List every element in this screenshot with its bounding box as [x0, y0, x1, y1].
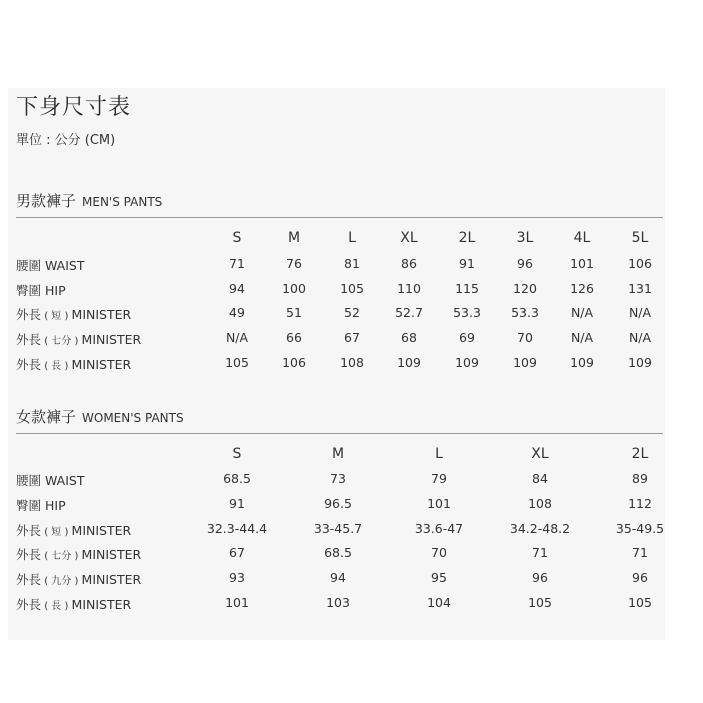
- men-size-header: 2L: [458, 230, 476, 246]
- row-label-zh: 臀圍: [16, 283, 42, 298]
- women-table-cell: 32.3-44.4: [206, 521, 268, 536]
- men-table-cell: 131: [628, 281, 652, 296]
- women-table-cell: 89: [632, 471, 648, 486]
- men-table-cell: 52: [344, 305, 360, 320]
- women-divider: [16, 433, 663, 434]
- women-table-cell: 70: [431, 545, 447, 560]
- men-table-cell: N/A: [628, 305, 652, 320]
- men-size-header: 3L: [516, 230, 534, 246]
- women-table-cell: 96: [532, 570, 548, 585]
- row-label-en: MINISTER: [71, 523, 132, 538]
- men-size-header: XL: [400, 230, 418, 246]
- row-label-zh: 外長: [16, 332, 42, 347]
- men-table-cell: 106: [282, 355, 306, 370]
- row-label-zh: 外長: [16, 357, 42, 372]
- women-table-cell: 68.5: [324, 545, 352, 560]
- row-label-qualifier: ( 短 ): [41, 311, 72, 322]
- men-row-label: [16, 355, 131, 373]
- men-table-cell: 94: [229, 281, 245, 296]
- men-table-cell: 53.3: [453, 305, 481, 320]
- row-label-en: WAIST: [45, 258, 85, 273]
- women-table-cell: 71: [632, 545, 648, 560]
- row-label-qualifier: ( 長 ): [41, 601, 72, 612]
- women-size-header: XL: [531, 446, 549, 462]
- women-table-cell: 71: [532, 545, 548, 560]
- row-label-qualifier: ( 九分 ): [41, 576, 82, 587]
- row-label-zh: 外長: [16, 597, 42, 612]
- men-table-cell: 53.3: [511, 305, 539, 320]
- women-table-cell: 79: [431, 471, 447, 486]
- men-table-cell: 115: [455, 281, 479, 296]
- row-label-en: MINISTER: [81, 332, 142, 347]
- men-table-cell: 49: [229, 305, 245, 320]
- women-table-cell: 101: [225, 595, 249, 610]
- men-row-label: [16, 305, 131, 323]
- women-row-label: [16, 521, 131, 539]
- women-table-cell: 67: [229, 545, 245, 560]
- men-table-cell: 109: [570, 355, 594, 370]
- women-row-label: [16, 496, 66, 514]
- women-table-cell: 112: [628, 496, 652, 511]
- women-table-cell: 73: [330, 471, 346, 486]
- unit-note: 單位 : 公分 (CM): [16, 133, 116, 148]
- women-table-cell: 34.2-48.2: [509, 521, 571, 536]
- row-label-qualifier: ( 長 ): [41, 361, 72, 372]
- women-table-cell: 95: [431, 570, 447, 585]
- men-table-cell: 91: [459, 256, 475, 271]
- row-label-zh: 臀圍: [16, 498, 42, 513]
- men-table-cell: N/A: [225, 330, 249, 345]
- men-row-label: [16, 256, 84, 274]
- women-row-label: [16, 570, 141, 588]
- row-label-zh: 腰圍: [16, 258, 42, 273]
- men-table-cell: 101: [570, 256, 594, 271]
- women-table-cell: 101: [427, 496, 451, 511]
- men-table-cell: 109: [628, 355, 652, 370]
- men-size-header: S: [232, 230, 242, 246]
- women-size-header: L: [435, 446, 443, 462]
- men-table-cell: 66: [286, 330, 302, 345]
- men-divider: [16, 217, 663, 218]
- row-label-zh: 腰圍: [16, 473, 42, 488]
- row-label-qualifier: ( 短 ): [41, 527, 72, 538]
- men-table-cell: 120: [513, 281, 537, 296]
- men-table-cell: 110: [397, 281, 421, 296]
- men-size-header: 5L: [631, 230, 649, 246]
- women-row-label: [16, 595, 131, 613]
- men-table-cell: 96: [517, 256, 533, 271]
- row-label-zh: 外長: [16, 523, 42, 538]
- men-table-cell: 100: [282, 281, 306, 296]
- men-title-zh: 男款褲子: [16, 192, 77, 210]
- women-table-cell: 91: [229, 496, 245, 511]
- men-row-label: [16, 281, 66, 299]
- row-label-qualifier: ( 七分 ): [41, 551, 82, 562]
- women-size-header: M: [331, 446, 345, 462]
- row-label-en: MINISTER: [81, 547, 142, 562]
- women-title-en: WOMEN'S PANTS: [82, 411, 184, 425]
- row-label-zh: 外長: [16, 572, 42, 587]
- women-table-cell: 33-45.7: [313, 521, 363, 536]
- women-table-cell: 94: [330, 570, 346, 585]
- row-label-en: WAIST: [45, 473, 85, 488]
- men-table-cell: 109: [455, 355, 479, 370]
- women-row-label: [16, 545, 141, 563]
- men-table-cell: 105: [340, 281, 364, 296]
- men-table-cell: 70: [517, 330, 533, 345]
- men-table-cell: 52.7: [395, 305, 423, 320]
- women-table-cell: 105: [628, 595, 652, 610]
- row-label-qualifier: ( 七分 ): [41, 336, 82, 347]
- women-table-cell: 35-49.5: [615, 521, 665, 536]
- men-table-cell: N/A: [570, 330, 594, 345]
- women-table-cell: 104: [427, 595, 451, 610]
- men-table-cell: 86: [401, 256, 417, 271]
- men-section-title: [16, 190, 162, 211]
- row-label-en: MINISTER: [71, 357, 132, 372]
- men-table-cell: 108: [340, 355, 364, 370]
- men-size-header: L: [348, 230, 356, 246]
- men-table-cell: 109: [397, 355, 421, 370]
- women-table-cell: 93: [229, 570, 245, 585]
- men-table-cell: 126: [570, 281, 594, 296]
- page-title: 下身尺寸表: [16, 95, 132, 120]
- women-row-label: [16, 471, 84, 489]
- women-table-cell: 33.6-47: [414, 521, 464, 536]
- men-table-cell: 105: [225, 355, 249, 370]
- men-table-cell: 106: [628, 256, 652, 271]
- men-row-label: [16, 330, 141, 348]
- men-table-cell: N/A: [628, 330, 652, 345]
- row-label-en: MINISTER: [81, 572, 142, 587]
- women-table-cell: 96: [632, 570, 648, 585]
- row-label-en: MINISTER: [71, 597, 132, 612]
- women-table-cell: 103: [326, 595, 350, 610]
- men-title-en: MEN'S PANTS: [82, 195, 163, 209]
- men-table-cell: 67: [344, 330, 360, 345]
- women-table-cell: 68.5: [223, 471, 251, 486]
- women-section-title: [16, 406, 184, 427]
- row-label-en: HIP: [45, 283, 66, 298]
- row-label-en: HIP: [45, 498, 66, 513]
- women-size-header: S: [232, 446, 242, 462]
- women-table-cell: 84: [532, 471, 548, 486]
- row-label-zh: 外長: [16, 547, 42, 562]
- men-size-header: M: [287, 230, 301, 246]
- men-size-header: 4L: [573, 230, 591, 246]
- men-table-cell: 81: [344, 256, 360, 271]
- women-size-header: 2L: [631, 446, 649, 462]
- row-label-en: MINISTER: [71, 307, 132, 322]
- men-table-cell: 71: [229, 256, 245, 271]
- women-title-zh: 女款褲子: [16, 408, 77, 426]
- men-table-cell: N/A: [570, 305, 594, 320]
- men-table-cell: 76: [286, 256, 302, 271]
- men-table-cell: 68: [401, 330, 417, 345]
- women-table-cell: 96.5: [324, 496, 352, 511]
- row-label-zh: 外長: [16, 307, 42, 322]
- women-table-cell: 108: [528, 496, 552, 511]
- men-table-cell: 69: [459, 330, 475, 345]
- men-table-cell: 51: [286, 305, 302, 320]
- women-table-cell: 105: [528, 595, 552, 610]
- men-table-cell: 109: [513, 355, 537, 370]
